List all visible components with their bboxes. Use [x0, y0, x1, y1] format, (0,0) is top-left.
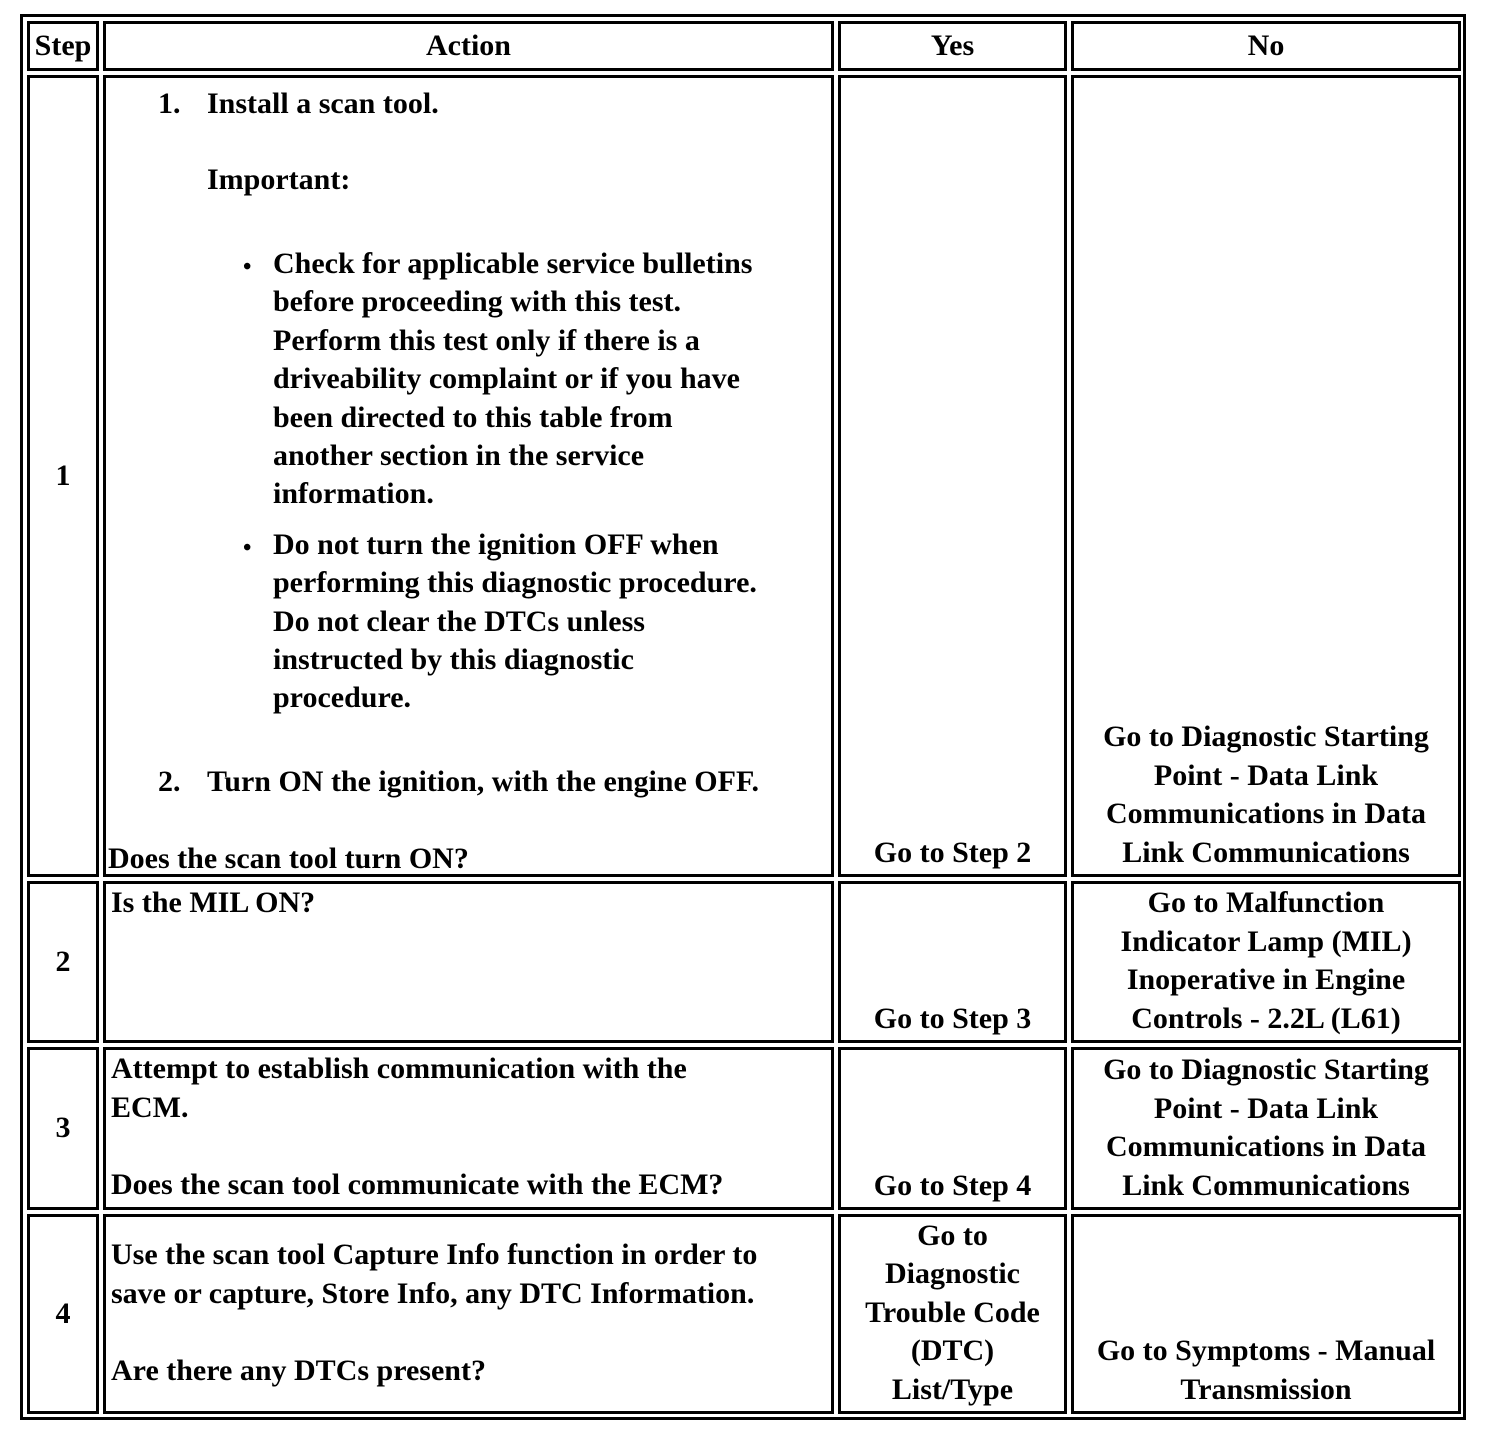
- no-cell-1: [1071, 75, 1461, 877]
- bullet-line: performing this diagnostic procedure.: [273, 566, 757, 599]
- diagnostic-table: [20, 14, 1466, 1420]
- header-no: No: [1071, 21, 1461, 71]
- action-line: ECM.: [111, 1090, 189, 1124]
- bullet-line: Perform this test only if there is a: [273, 324, 700, 357]
- bullet-line: before proceeding with this test.: [273, 285, 682, 318]
- step-question: Are there any DTCs present?: [111, 1353, 486, 1387]
- bullet-line: instructed by this diagnostic: [273, 643, 634, 676]
- action-cell-4: [103, 1214, 834, 1414]
- step-number-2: 2: [27, 881, 99, 1043]
- action-line: Use the scan tool Capture Info function in order to: [111, 1238, 758, 1271]
- action-cell-2: [103, 881, 834, 1043]
- bullet-line: procedure.: [273, 681, 412, 714]
- step-question: Does the scan tool turn ON?: [108, 842, 469, 875]
- step-number-3: 3: [27, 1047, 99, 1210]
- no-link[interactable]: Go to Symptoms - Manual Transmission: [1096, 1334, 1436, 1406]
- yes-cell-4: [838, 1214, 1067, 1414]
- action-line: Attempt to establish communication with the: [111, 1052, 687, 1085]
- no-cell-4: [1071, 1214, 1461, 1414]
- yes-cell-1: [838, 75, 1067, 877]
- yes-link[interactable]: Go to Step 4: [873, 1168, 1032, 1202]
- bullet-line: Check for applicable service bulletins: [273, 247, 753, 280]
- action-line: save or capture, Store Info, any DTC Information.: [111, 1276, 755, 1310]
- bullet-line: information.: [273, 477, 434, 510]
- no-link[interactable]: Go to Diagnostic Starting Point - Data Link Communications in Data Link Communications: [1103, 720, 1429, 869]
- yes-cell-3: [838, 1047, 1067, 1210]
- no-cell-2: [1071, 881, 1461, 1043]
- header-step: Step: [27, 21, 99, 71]
- action-line: Is the MIL ON?: [111, 886, 316, 919]
- header-yes: Yes: [838, 21, 1067, 71]
- bullet-icon: •: [243, 254, 252, 280]
- no-link[interactable]: Go to Diagnostic Starting Point - Data Link Communications in Data Link Communications: [1103, 1053, 1429, 1202]
- bullet-line: been directed to this table from: [273, 401, 673, 434]
- bullet-line: Do not turn the ignition OFF when: [273, 528, 719, 561]
- bullet-line: Do not clear the DTCs unless: [273, 605, 645, 638]
- bullet-line: another section in the service: [273, 439, 645, 472]
- bullet-line: driveability complaint or if you have: [273, 362, 740, 395]
- yes-cell-2: [838, 881, 1067, 1043]
- step-number-4: 4: [27, 1214, 99, 1414]
- list-item-text: Install a scan tool.: [207, 87, 439, 120]
- bullet-icon: •: [243, 535, 252, 561]
- important-label: Important:: [207, 163, 351, 196]
- no-link[interactable]: Go to Malfunction Indicator Lamp (MIL) Inoperative in Engine Controls - 2.2L (L61): [1120, 886, 1412, 1035]
- step-number-1: 1: [27, 75, 99, 877]
- header-action: Action: [103, 21, 834, 71]
- list-item-text: Turn ON the ignition, with the engine OFF.: [207, 765, 760, 798]
- no-cell-3: [1071, 1047, 1461, 1210]
- yes-link[interactable]: Go to Step 3: [873, 1001, 1032, 1035]
- list-item-number: 2.: [158, 765, 181, 798]
- action-cell-1: [103, 75, 834, 877]
- list-item-number: 1.: [158, 87, 181, 120]
- yes-link[interactable]: Go to Step 2: [873, 835, 1032, 869]
- yes-link[interactable]: Go to Diagnostic Trouble Code (DTC) List/Type: [865, 1218, 1040, 1406]
- step-question: Does the scan tool communicate with the ECM?: [111, 1167, 724, 1201]
- action-cell-3: [103, 1047, 834, 1210]
